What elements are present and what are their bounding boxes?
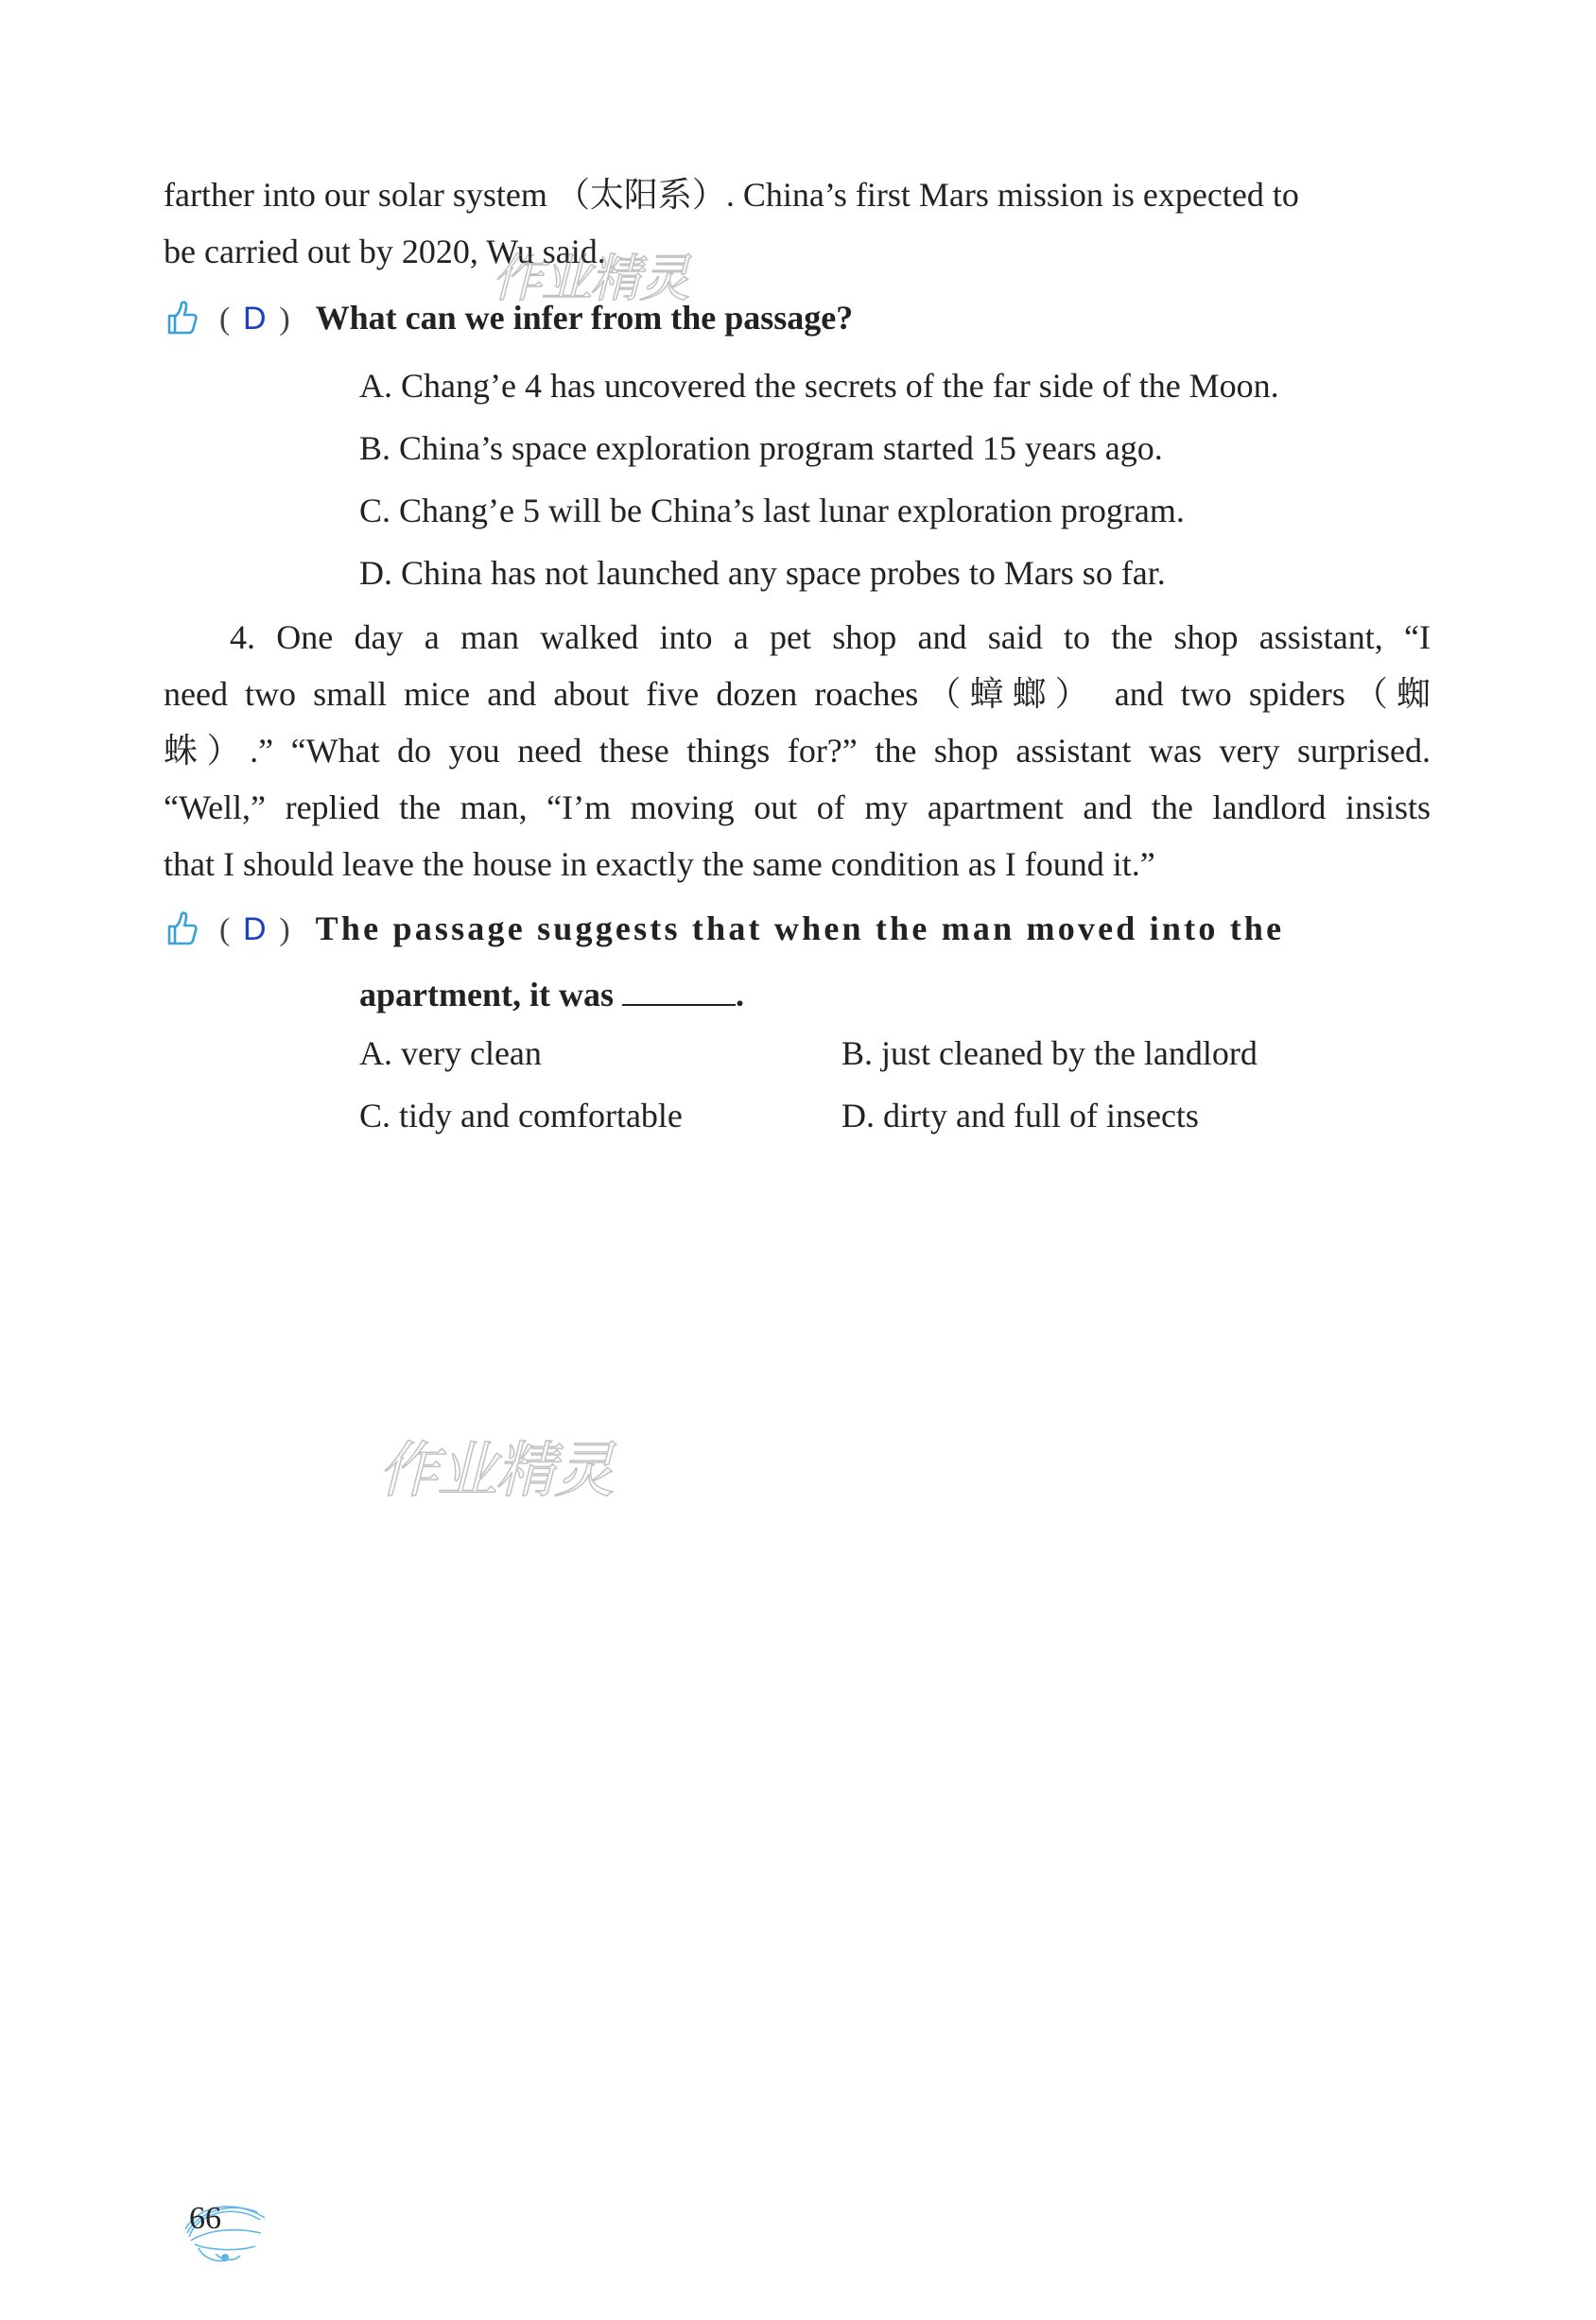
passage-line: farther into our solar system （太阳系）. China’s first Mars mission is expected to bbox=[164, 176, 1299, 214]
answer-paren-close: ) bbox=[279, 912, 290, 947]
question-4 bbox=[164, 900, 1431, 959]
watermark: 作业精灵 bbox=[492, 249, 688, 308]
passage-line: be carried out by 2020, Wu said. bbox=[164, 233, 606, 270]
page-ornament-icon bbox=[170, 2191, 274, 2267]
option-d: D. dirty and full of insects bbox=[841, 1097, 1199, 1134]
answer-paren-open: ( bbox=[219, 302, 231, 337]
watermark: 作业精灵 bbox=[378, 1436, 613, 1506]
question-stem: The passage suggests that when the man moved into the bbox=[315, 909, 1285, 947]
option-b: B. just cleaned by the landlord bbox=[841, 1034, 1258, 1072]
passage-line: 蛛）.” “What do you need these things for?” the shop assistant was very surprised. bbox=[164, 732, 1431, 770]
answer-value: D bbox=[243, 911, 267, 947]
answer-blank bbox=[622, 976, 736, 1006]
option-c: C. tidy and comfortable bbox=[359, 1097, 683, 1134]
passage-line: that I should leave the house in exactly the same condition as I found it.” bbox=[164, 845, 1155, 883]
thumbs-up-icon bbox=[164, 299, 198, 337]
question-stem: What can we infer from the passage? bbox=[315, 299, 854, 337]
answer-paren-open: ( bbox=[219, 912, 231, 947]
option-a: A. very clean bbox=[359, 1034, 542, 1072]
question-stem-continued: apartment, it was . bbox=[359, 976, 744, 1013]
option-b: B. China’s space exploration program started 15 years ago. bbox=[359, 429, 1163, 467]
option-d: D. China has not launched any space probes to Mars so far. bbox=[359, 554, 1166, 592]
page-number: 66 bbox=[189, 2201, 221, 2236]
option-a: A. Chang’e 4 has uncovered the secrets of the far side of the Moon. bbox=[359, 367, 1279, 405]
option-c: C. Chang’e 5 will be China’s last lunar exploration program. bbox=[359, 492, 1185, 529]
page-footer bbox=[170, 2191, 274, 2267]
thumbs-up-icon bbox=[164, 909, 198, 947]
answer-paren-close: ) bbox=[279, 302, 290, 337]
passage-line: “Well,” replied the man, “I’m moving out of my apartment and the landlord insists bbox=[164, 788, 1431, 826]
passage-line: 4. One day a man walked into a pet shop and said to the shop assistant, “I bbox=[230, 618, 1431, 656]
passage-line: need two small mice and about five dozen roaches（蟑螂） and two spiders（蜘 bbox=[164, 675, 1431, 713]
question-3 bbox=[164, 289, 1431, 348]
answer-value: D bbox=[243, 301, 267, 337]
